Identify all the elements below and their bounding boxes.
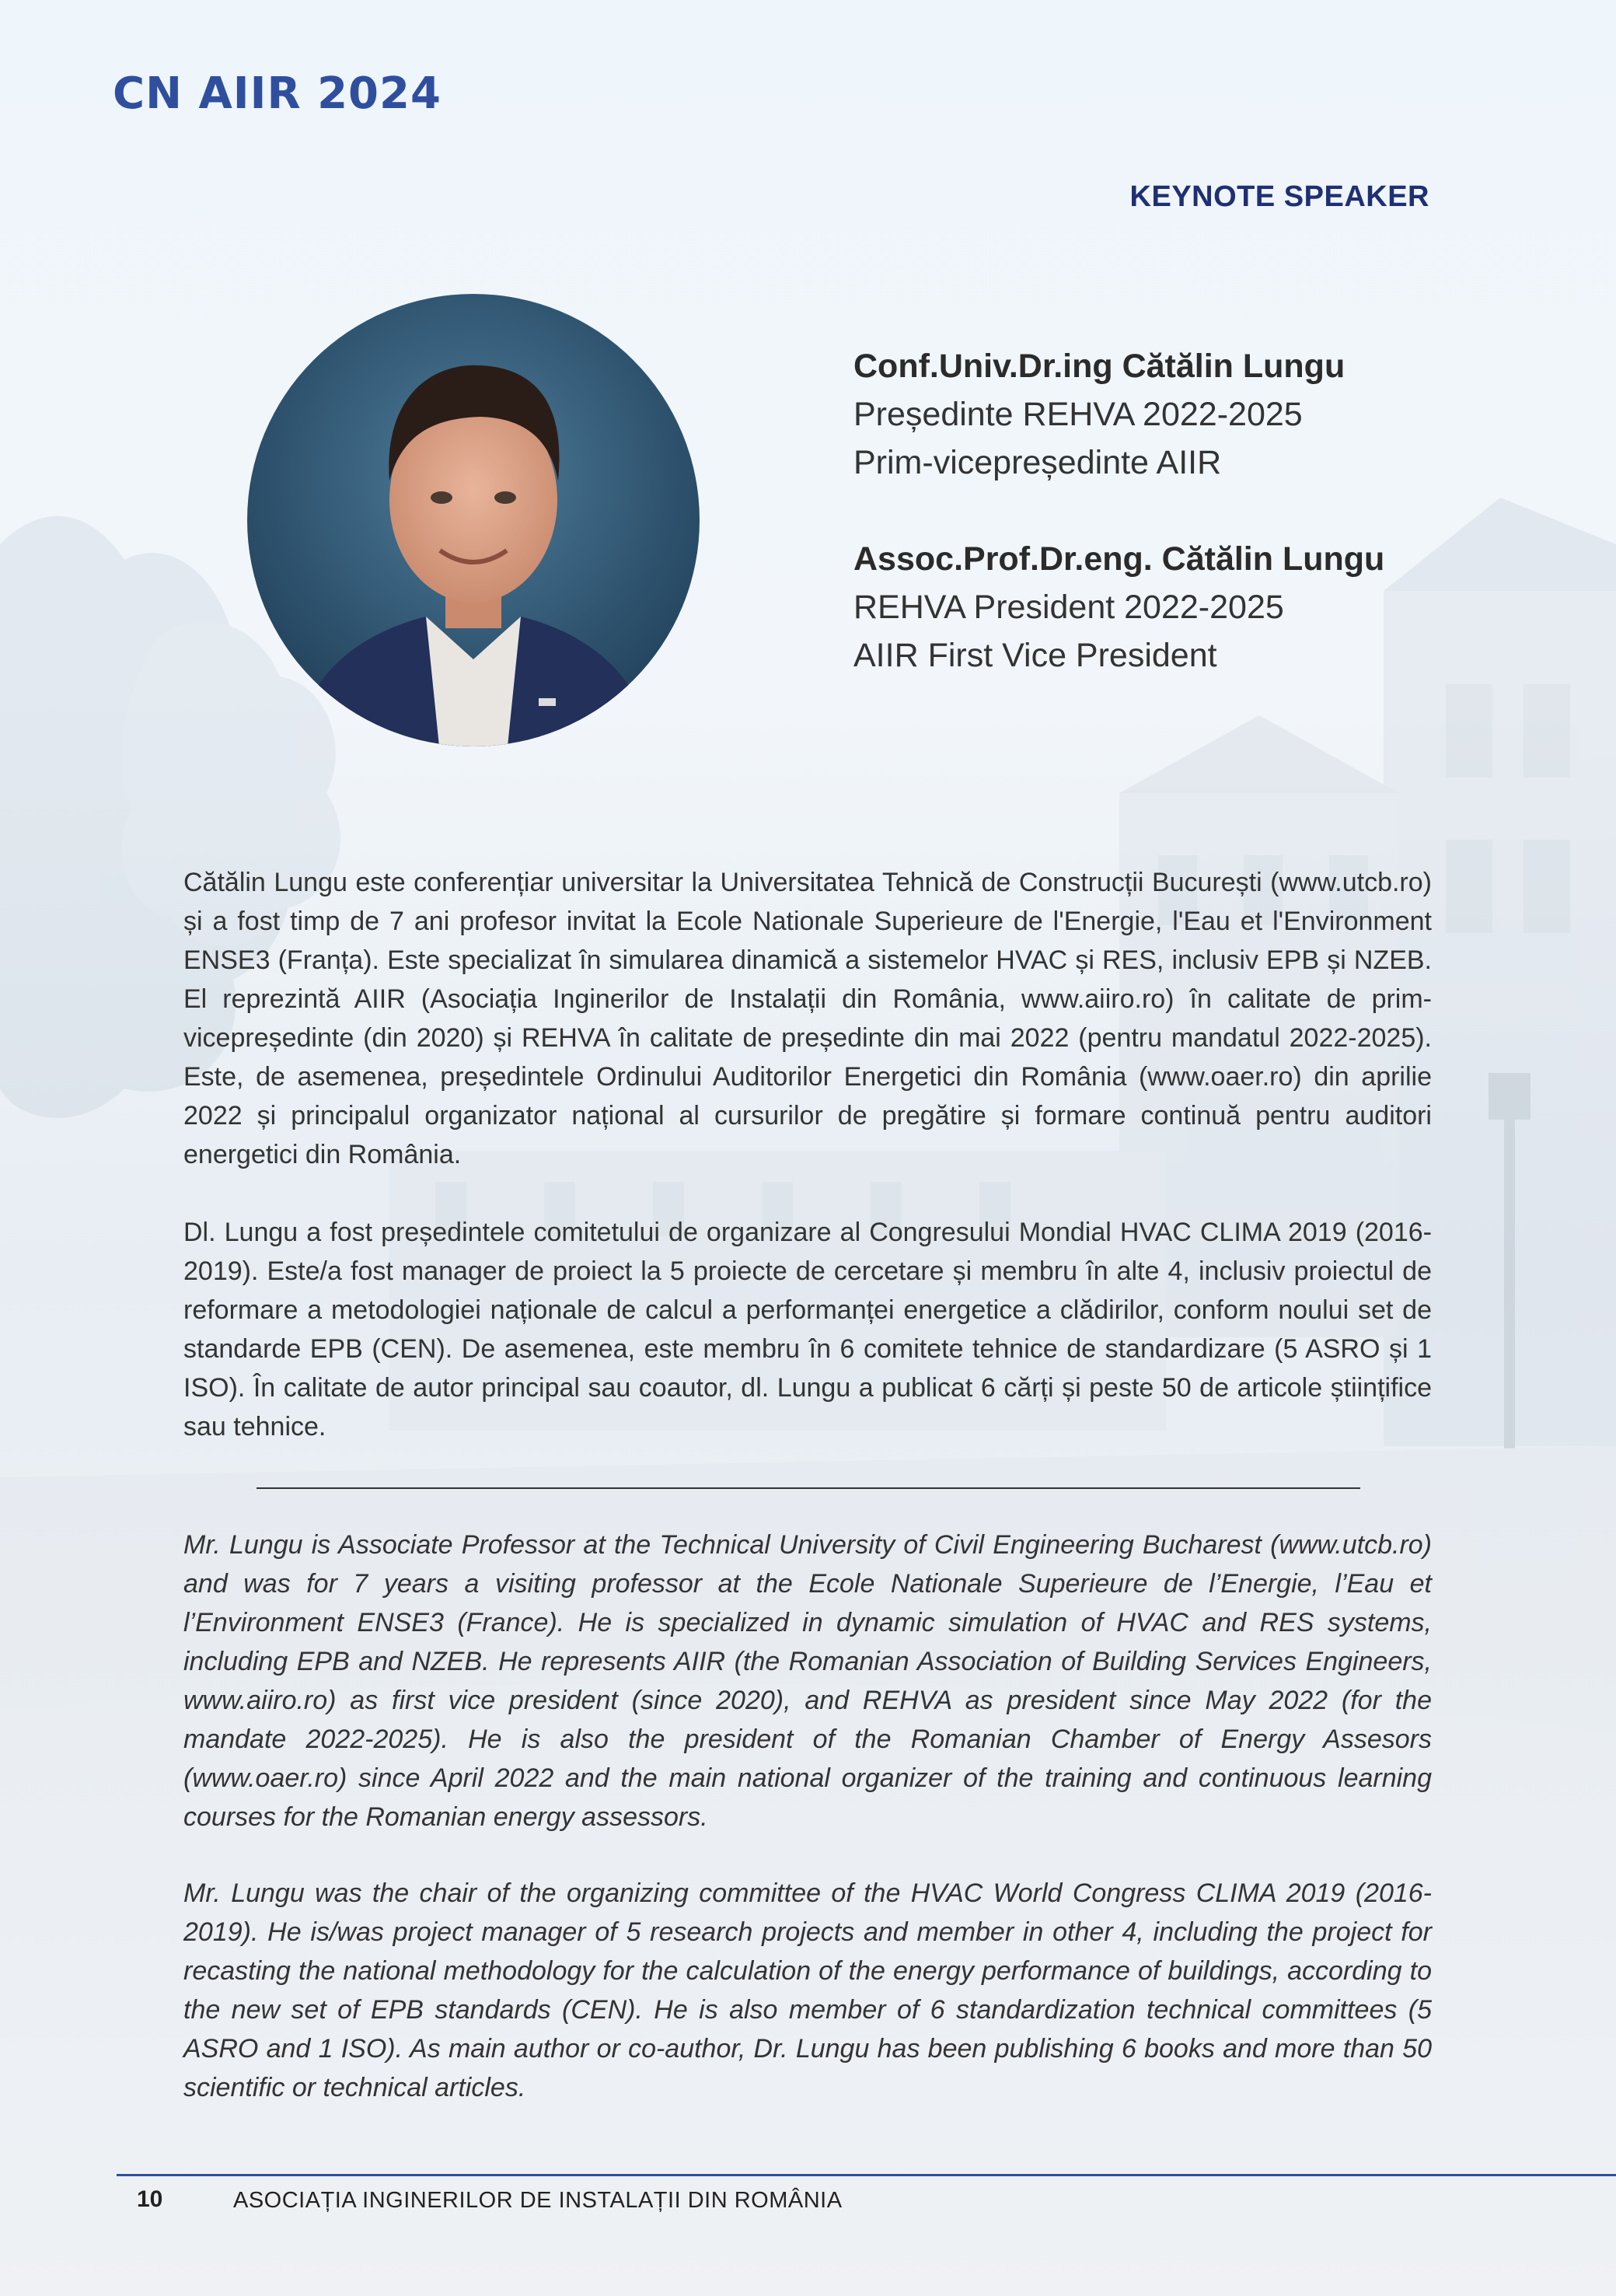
section-label: KEYNOTE SPEAKER	[1129, 180, 1429, 213]
footer-organization: ASOCIAȚIA INGINERILOR DE INSTALAȚII DIN ROMÂNIA	[233, 2188, 843, 2213]
language-separator	[257, 1487, 1360, 1489]
conference-logo: CN AIIR 2024	[113, 68, 442, 119]
bio-paragraph-en-2: Mr. Lungu was the chair of the organizing committee of the HVAC World Congress CLIMA 2019 (2016-2019). He is/was project manager of 5 research projects and member in other 4, including the project for recasting the national methodology for the calculation of the energy performance of buildings, according to the new set of EPB standards (CEN). He is also member of 6 standardization technical committees (5 ASRO and 1 ISO). As main author or co-author, Dr. Lungu has been publishing 6 books and more than 50 scientific or technical articles.	[183, 1878, 1432, 2102]
bio-paragraph-ro-2: Dl. Lungu a fost președintele comitetului de organizare al Congresului Mondial HVAC CLIMA 2019 (2016-2019). Este/a fost manager de proiect la 5 proiecte de cercetare și membru în alte 4, inclusiv proiectul de reformare a metodologiei naționale de calcul a performanței energetice a clădirilor, conform noului set de standarde EPB (CEN). De asemenea, este membru în 6 comitete tehnice de standardizare (5 ASRO și 1 ISO). În calitate de autor principal sau coautor, dl. Lungu a publicat 6 cărți și peste 50 de articole științifice sau tehnice.	[183, 1218, 1432, 1442]
speaker-name-ro: Conf.Univ.Dr.ing Cătălin Lungu	[853, 348, 1346, 385]
speaker-title-ro-1: Președinte REHVA 2022-2025	[853, 396, 1303, 433]
speaker-info	[853, 342, 1384, 680]
footer-rule	[117, 2174, 1616, 2176]
speaker-name-en: Assoc.Prof.Dr.eng. Cătălin Lungu	[853, 540, 1385, 578]
speaker-portrait	[247, 294, 700, 746]
speaker-title-en-1: REHVA President 2022-2025	[853, 589, 1284, 626]
page-number: 10	[137, 2186, 163, 2212]
speaker-title-en-2: AIIR First Vice President	[853, 637, 1217, 674]
bio-paragraph-en-1: Mr. Lungu is Associate Professor at the Technical University of Civil Engineering Bucharest (www.utcb.ro) and was for 7 years a visiting professor at the Ecole Nationale Superieure de l’Energie, l’Eau et l’Environment ENSE3 (France). He is specialized in dynamic simulation of HVAC and RES systems, including EPB and NZEB. He represents AIIR (the Romanian Association of Building Services Engineers, www.aiiro.ro) as first vice president (since 2020), and REHVA as president since May 2022 (for the mandate 2022-2025). He is also the president of the Romanian Chamber of Energy Assesors (www.oaer.ro) since April 2022 and the main national organizer of the training and continuous learning courses for the Romanian energy assessors.	[183, 1530, 1432, 1832]
bio-paragraph-ro-1: Cătălin Lungu este conferențiar universitar la Universitatea Tehnică de Construcții București (www.utcb.ro) și a fost timp de 7 ani profesor invitat la Ecole Nationale Superieure de l'Energie, l'Eau et l'Environment ENSE3 (Franța). Este specializat în simularea dinamică a sistemelor HVAC și RES, inclusiv EPB și NZEB. El reprezintă AIIR (Asociația Inginerilor de Instalații din România, www.aiiro.ro) în calitate de prim-vicepreședinte (din 2020) și REHVA în calitate de președinte din mai 2022 (pentru mandatul 2022-2025). Este, de asemenea, președintele Ordinului Auditorilor Energetici din România (www.oaer.ro) din aprilie 2022 și principalul organizator național al cursurilor de pregătire și formare continuă pentru auditori energetici din România.	[183, 868, 1432, 1169]
speaker-title-ro-2: Prim-vicepreședinte AIIR	[853, 444, 1222, 481]
